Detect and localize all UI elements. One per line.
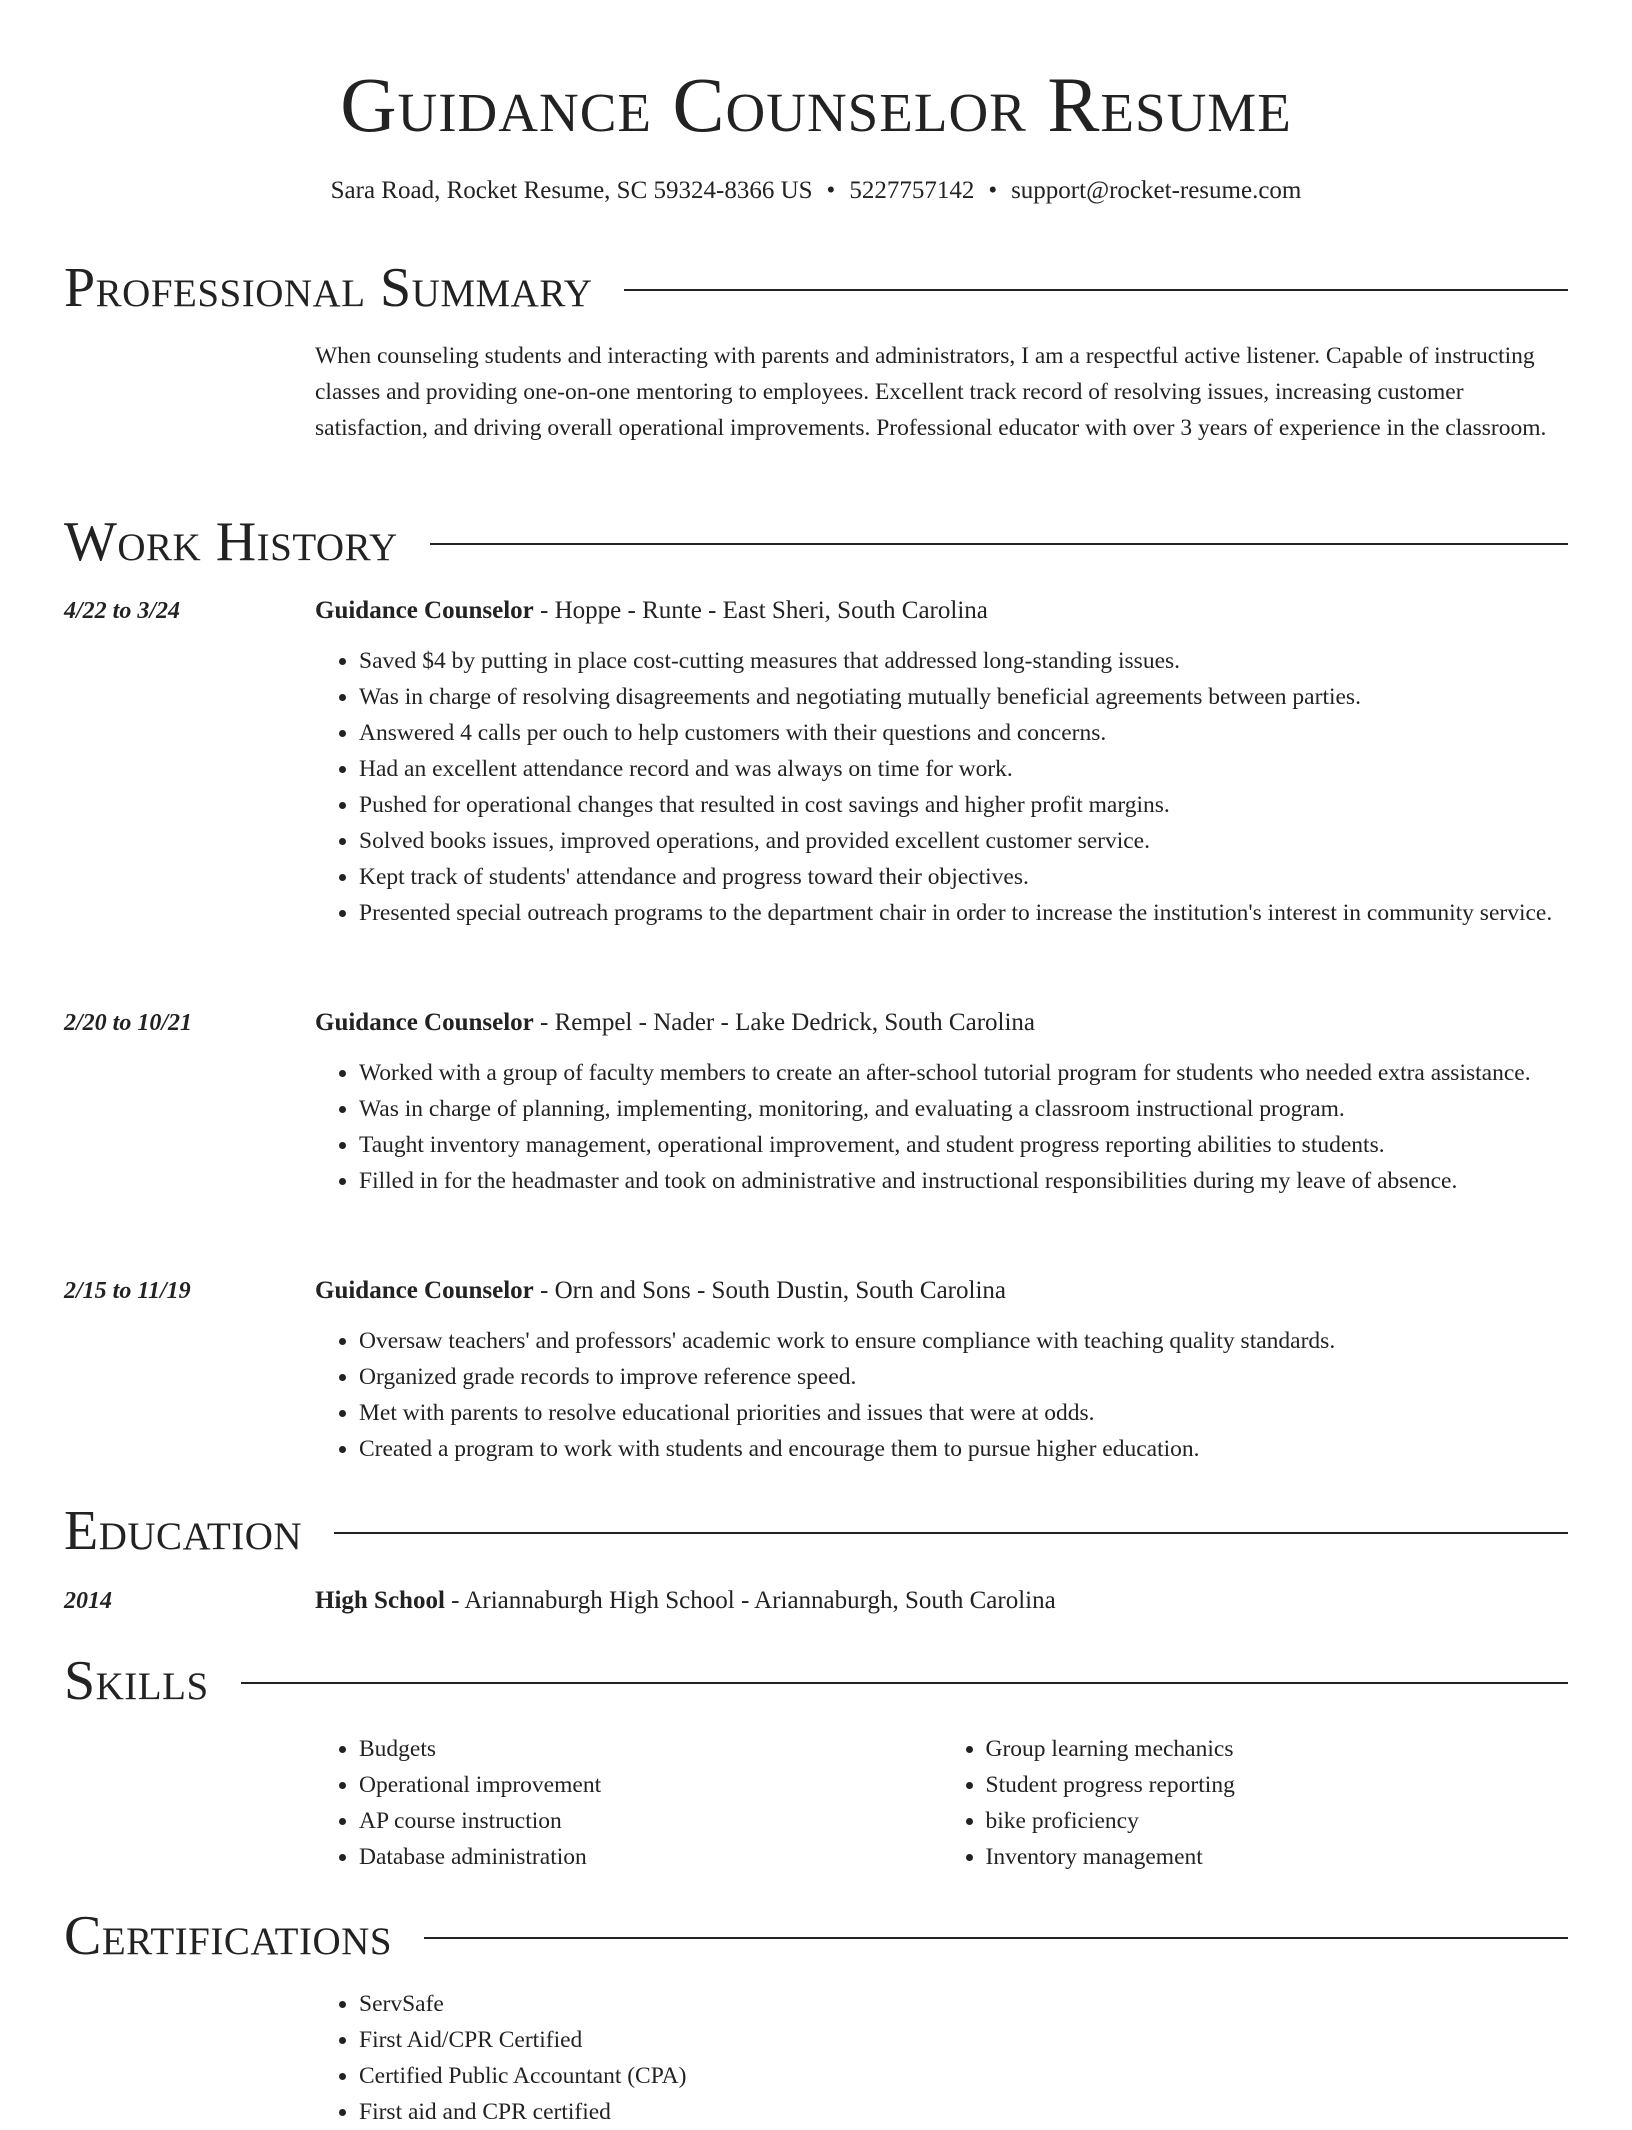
contact-separator: • <box>826 177 836 204</box>
certifications-list <box>315 1986 1568 2130</box>
contact-address: Sara Road, Rocket Resume, SC 59324-8366 US <box>330 177 813 204</box>
job-bullet: • Taught inventory management, operational improvement, and student progress reporting abilities to students. <box>359 1127 1568 1163</box>
job-bullet: • Was in charge of resolving disagreements and negotiating mutually beneficial agreements between parties. <box>359 679 1568 715</box>
job-heading <box>315 1005 1568 1041</box>
job-content <box>315 1005 1568 1199</box>
job-bullet: • Worked with a group of faculty members to create an after-school tutorial program for students who needed extra assistance. <box>359 1055 1568 1091</box>
section-title-skills: Skills <box>64 1650 209 1712</box>
contact-line <box>64 174 1568 208</box>
section-title-work: Work History <box>64 511 398 573</box>
job-bullets <box>315 1055 1568 1199</box>
job-details: - Hoppe - Runte - East Sheri, South Carolina <box>533 597 988 624</box>
job-bullet: • Created a program to work with students and encourage them to pursue higher education. <box>359 1431 1568 1467</box>
skills-list-right <box>942 1731 1569 1875</box>
job-bullet: • Organized grade records to improve reference speed. <box>359 1359 1568 1395</box>
job-content <box>315 593 1568 931</box>
skill-item: • Operational improvement <box>359 1767 942 1803</box>
skill-item: • Database administration <box>359 1839 942 1875</box>
job-heading <box>315 1273 1568 1309</box>
job-bullet: • Pushed for operational changes that resulted in cost savings and higher profit margins. <box>359 787 1568 823</box>
section-title-certifications: Certifications <box>64 1905 393 1967</box>
resume-title: Guidance Counselor Resume <box>340 61 1292 148</box>
job-bullet: • Oversaw teachers' and professors' academic work to ensure compliance with teaching quality standards. <box>359 1323 1568 1359</box>
job-dates: 2/20 to 10/21 <box>64 1010 193 1036</box>
job-title: Guidance Counselor <box>315 597 534 624</box>
section-rule <box>624 289 1568 291</box>
job-bullet: • Was in charge of planning, implementing, monitoring, and evaluating a classroom instructional program. <box>359 1091 1568 1127</box>
section-header-work <box>64 512 1568 572</box>
section-rule <box>241 1682 1568 1684</box>
section-rule <box>334 1532 1568 1534</box>
job-details: - Orn and Sons - South Dustin, South Carolina <box>533 1277 1006 1304</box>
section-rule <box>430 543 1568 545</box>
skill-item: • AP course instruction <box>359 1803 942 1839</box>
job-bullet: • Solved books issues, improved operations, and provided excellent customer service. <box>359 823 1568 859</box>
job-details: - Rempel - Nader - Lake Dedrick, South Carolina <box>533 1009 1036 1036</box>
job-bullets <box>315 1323 1568 1467</box>
job-bullet: • Had an excellent attendance record and was always on time for work. <box>359 751 1568 787</box>
certification-item: • ServSafe <box>359 1986 1568 2022</box>
skill-item: • bike proficiency <box>986 1803 1569 1839</box>
skill-item: • Group learning mechanics <box>986 1731 1569 1767</box>
certification-item: • Certified Public Accountant (CPA) <box>359 2058 1568 2094</box>
job-title: Guidance Counselor <box>315 1277 534 1304</box>
section-rule <box>424 1937 1568 1939</box>
contact-phone: 5227757142 <box>849 177 975 204</box>
certifications-content <box>315 1986 1568 2130</box>
summary-text: When counseling students and interacting with parents and administrators, I am a respectful active listener. Capable of instructing classes and providing one-on-one mentoring to employees. Excellent track record of resolving issues, increasing customer satisfaction, and driving overall operational improvements. Professional educator with over 3 years of experience in the classroom. <box>315 343 1547 441</box>
contact-separator: • <box>988 177 998 204</box>
contact-email: support@rocket-resume.com <box>1011 177 1302 204</box>
education-degree: High School <box>315 1587 445 1614</box>
skill-item: • Budgets <box>359 1731 942 1767</box>
job-bullet: • Answered 4 calls per ouch to help customers with their questions and concerns. <box>359 715 1568 751</box>
certification-item: • First aid and CPR certified <box>359 2094 1568 2130</box>
education-heading <box>315 1583 1568 1619</box>
education-details: - Ariannaburgh High School - Ariannaburgh, South Carolina <box>444 1587 1056 1614</box>
job-title: Guidance Counselor <box>315 1009 534 1036</box>
section-title-education: Education <box>64 1500 303 1562</box>
skills-list-left <box>315 1731 942 1875</box>
education-content <box>315 1583 1568 1619</box>
skill-item: • Student progress reporting <box>986 1767 1569 1803</box>
job-bullet: • Met with parents to resolve educational priorities and issues that were at odds. <box>359 1395 1568 1431</box>
skill-item: • Inventory management <box>986 1839 1569 1875</box>
job-bullet: • Filled in for the headmaster and took on administrative and instructional responsibilities during my leave of absence. <box>359 1163 1568 1199</box>
job-dates: 4/22 to 3/24 <box>64 598 181 624</box>
certification-item: • First Aid/CPR Certified <box>359 2022 1568 2058</box>
job-dates: 2/15 to 11/19 <box>64 1278 191 1304</box>
section-header-education <box>64 1501 1568 1561</box>
section-header-summary <box>64 258 1568 318</box>
skills-columns <box>315 1731 1568 1875</box>
section-header-skills <box>64 1651 1568 1711</box>
section-header-certifications <box>64 1906 1568 1966</box>
job-bullet: • Saved $4 by putting in place cost-cutting measures that addressed long-standing issues. <box>359 643 1568 679</box>
job-heading <box>315 593 1568 629</box>
job-bullet: • Presented special outreach programs to the department chair in order to increase the institution's interest in community service. <box>359 895 1568 931</box>
section-title-summary: Professional Summary <box>64 257 593 319</box>
job-content <box>315 1273 1568 1467</box>
job-bullets <box>315 643 1568 931</box>
job-bullet: • Kept track of students' attendance and progress toward their objectives. <box>359 859 1568 895</box>
education-year: 2014 <box>64 1588 112 1614</box>
